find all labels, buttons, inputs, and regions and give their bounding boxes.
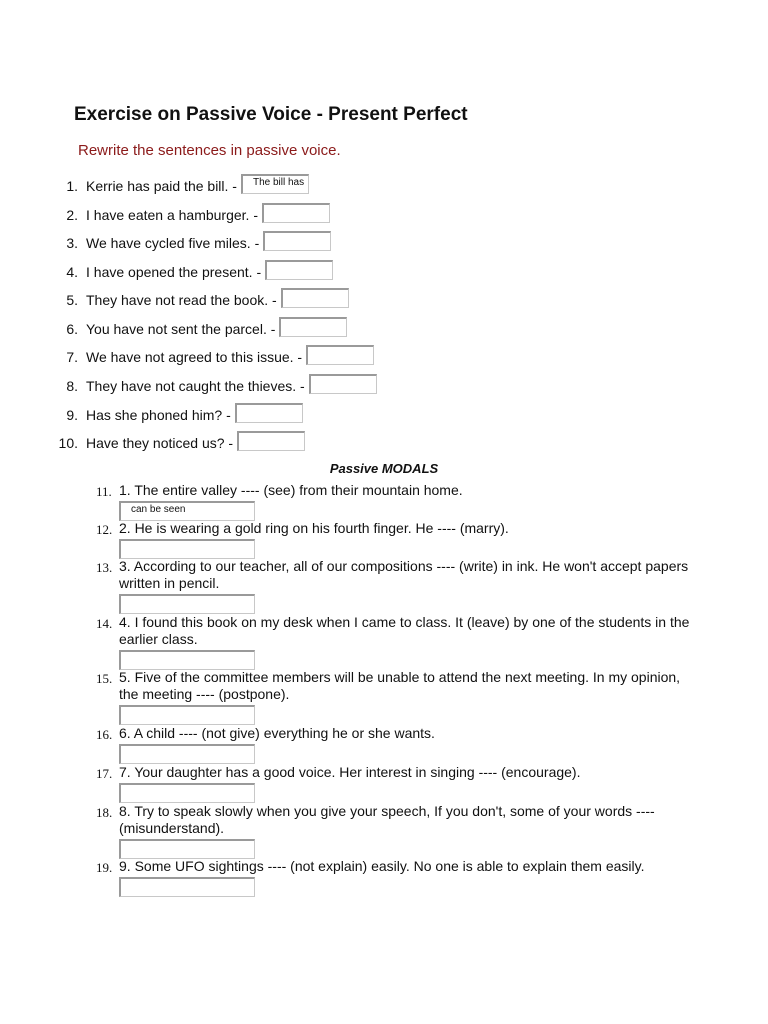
sentence-text: Has she phoned him? -	[86, 407, 231, 423]
sentence-text: 1. The entire valley ---- (see) from their mountain home.	[119, 482, 463, 498]
item-number: 1.	[66, 178, 78, 194]
answer-field[interactable]	[119, 539, 255, 559]
list-item	[96, 482, 696, 521]
item-number: 19.	[96, 860, 113, 875]
list-item	[50, 345, 374, 367]
list-item	[96, 669, 696, 725]
answer-field[interactable]	[119, 783, 255, 803]
item-number: 13.	[96, 560, 113, 575]
item-number: 5.	[66, 292, 78, 308]
list-item	[50, 317, 347, 339]
item-number: 16.	[96, 727, 113, 742]
answer-field[interactable]: can be seen	[119, 501, 255, 521]
item-number: 10.	[58, 435, 78, 451]
item-number: 4.	[66, 264, 78, 280]
sentence-text: We have not agreed to this issue. -	[86, 349, 303, 365]
list-item	[50, 431, 305, 453]
item-number: 11.	[96, 484, 112, 499]
sentence-text: 8. Try to speak slowly when you give your speech, If you don't, some of your words ---- (misunderstand).	[119, 803, 655, 836]
instruction-text: Rewrite the sentences in passive voice.	[78, 142, 341, 159]
answer-field[interactable]	[119, 650, 255, 670]
answer-field[interactable]	[119, 839, 255, 859]
list-item	[96, 725, 696, 764]
sentence-text: They have not caught the thieves. -	[86, 378, 305, 394]
sentence-text: 3. According to our teacher, all of our compositions ---- (write) in ink. He won't accept papers written in pencil.	[119, 558, 689, 591]
answer-field[interactable]	[235, 403, 303, 423]
answer-field[interactable]: The bill has	[241, 174, 309, 194]
item-number: 18.	[96, 805, 113, 820]
answer-field[interactable]	[119, 705, 255, 725]
answer-field[interactable]	[119, 877, 255, 897]
item-number: 9.	[66, 407, 78, 423]
item-number: 14.	[96, 616, 113, 631]
answer-field[interactable]	[119, 594, 255, 614]
item-number: 17.	[96, 766, 113, 781]
item-number: 12.	[96, 522, 113, 537]
list-item	[96, 858, 696, 897]
sentence-text: 6. A child ---- (not give) everything he or she wants.	[119, 725, 435, 741]
sentence-text: 7. Your daughter has a good voice. Her interest in singing ---- (encourage).	[119, 764, 581, 780]
answer-field[interactable]	[119, 744, 255, 764]
list-item	[50, 203, 330, 225]
item-number: 3.	[66, 235, 78, 251]
answer-field[interactable]	[306, 345, 374, 365]
list-item	[50, 288, 349, 310]
answer-field[interactable]	[279, 317, 347, 337]
answer-field[interactable]	[281, 288, 349, 308]
answer-field[interactable]	[265, 260, 333, 280]
list-item	[50, 374, 377, 396]
sentence-text: 5. Five of the committee members will be unable to attend the next meeting. In my opinion, the meeting ---- (postpone).	[119, 669, 681, 702]
list-item	[96, 614, 696, 670]
sentence-text: 9. Some UFO sightings ---- (not explain) easily. No one is able to explain them easily.	[119, 858, 645, 874]
page-title: Exercise on Passive Voice - Present Perfect	[74, 104, 468, 125]
list-item	[96, 764, 696, 803]
list-item	[50, 231, 331, 253]
item-number: 15.	[96, 671, 113, 686]
sentence-text: You have not sent the parcel. -	[86, 321, 276, 337]
sentence-text: 2. He is wearing a gold ring on his fourth finger. He ---- (marry).	[119, 520, 509, 536]
answer-field[interactable]	[237, 431, 305, 451]
item-number: 8.	[66, 378, 78, 394]
list-item	[96, 803, 696, 859]
item-number: 2.	[66, 207, 78, 223]
list-item	[96, 520, 696, 559]
sentence-text: They have not read the book. -	[86, 292, 277, 308]
item-number: 6.	[66, 321, 78, 337]
answer-field[interactable]	[309, 374, 377, 394]
section-heading: Passive MODALS	[329, 461, 439, 476]
sentence-text: I have eaten a hamburger. -	[86, 207, 258, 223]
list-item	[50, 174, 309, 196]
sentence-text: Have they noticed us? -	[86, 435, 234, 451]
sentence-text: We have cycled five miles. -	[86, 235, 260, 251]
list-item	[50, 403, 303, 425]
sentence-text: Kerrie has paid the bill. -	[86, 178, 237, 194]
item-number: 7.	[66, 349, 78, 365]
answer-field[interactable]	[263, 231, 331, 251]
sentence-text: 4. I found this book on my desk when I came to class. It (leave) by one of the students in the earlier class.	[119, 614, 690, 647]
list-item	[50, 260, 333, 282]
answer-field[interactable]	[262, 203, 330, 223]
sentence-text: I have opened the present. -	[86, 264, 262, 280]
list-item	[96, 558, 696, 614]
